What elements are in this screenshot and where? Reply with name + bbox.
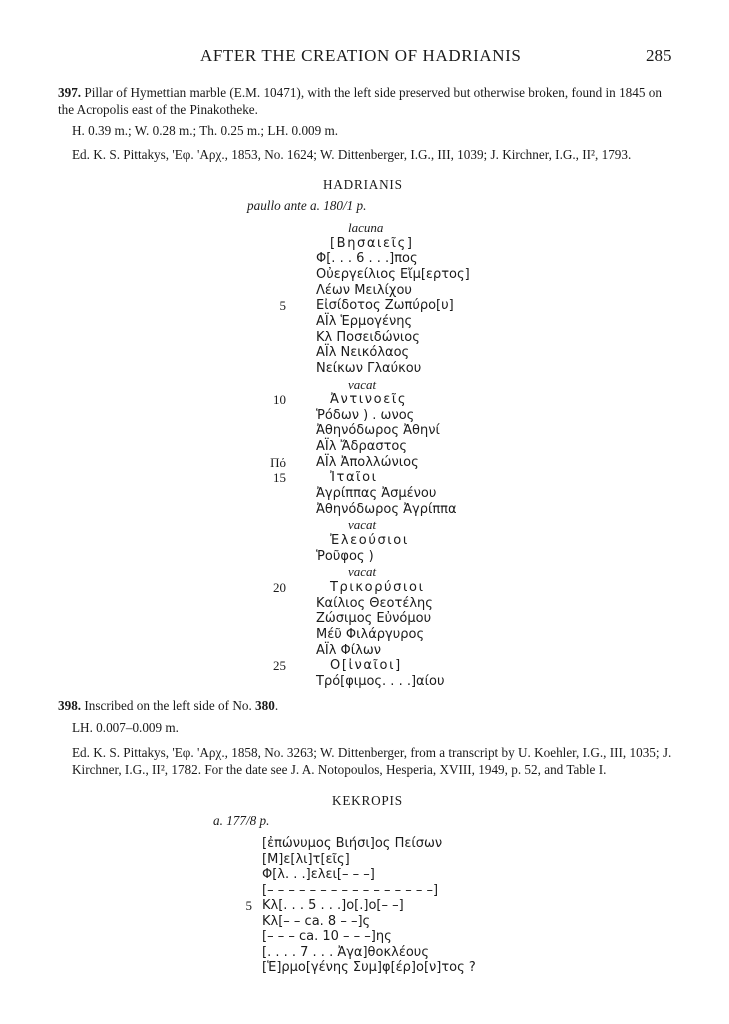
line-number: 5 <box>279 298 286 314</box>
line-number: 5 <box>245 898 252 913</box>
inscription-line: Ἰταῖοι <box>330 470 378 486</box>
entry-398-description-ref: 380 <box>255 698 275 713</box>
inscription-line: Ἀγρίππας Ἀσμένου <box>316 486 437 502</box>
inscription-line: vacat <box>348 517 377 533</box>
entry-398-description <box>58 697 680 714</box>
inscription-line: [. . . . 7 . . . Ἀγα]θοκλέους <box>262 944 429 960</box>
inscription-line: Μέῦ Φιλάργυρος <box>316 626 425 642</box>
inscription-line: Ἀθηνόδωρος Ἀθηνί <box>316 423 440 439</box>
inscription-line: lacuna <box>348 220 384 235</box>
inscription-line: vacat <box>348 376 377 392</box>
inscription-line: Ο[ἰναῖοι] <box>330 658 402 674</box>
inscription-line: Κλ Ποσειδώνιος <box>316 329 420 345</box>
entry-398-dimensions: LH. 0.007–0.009 m. <box>72 720 179 735</box>
inscription-line: [– – – ca. 10 – – –]ης <box>262 929 392 944</box>
line-number: 15 <box>273 470 286 486</box>
inscription-line: Ἐλεούσιοι <box>330 533 409 548</box>
line-number: 10 <box>273 392 286 408</box>
running-head-title: AFTER THE CREATION OF HADRIANIS <box>200 46 522 65</box>
inscription-line: [Ἑ]ρμο[γένης Συμ]φ[έρ]ο[ν]τος ? <box>262 960 476 975</box>
inscription-line: Λέων Μειλίχου <box>316 282 412 298</box>
inscription-line: ΑΪλ Ἑρμογένης <box>316 313 413 329</box>
inscription-line: Ῥόδων ) . ωνος <box>316 407 415 423</box>
entry-397-date: paullo ante a. 180/1 p. <box>247 198 367 213</box>
inscription-line: Εἰσίδοτος Ζωπύρο[υ] <box>316 298 454 314</box>
inscription-line: Κλ[– – ca. 8 – –]ς <box>262 913 371 929</box>
inscription-line: Νείκων Γλαύκου <box>316 360 422 376</box>
entry-397-description <box>58 84 680 118</box>
entry-397-editions: Ed. K. S. Pittakys, 'Εφ. 'Αρχ., 1853, No. 1624; W. Dittenberger, I.G., III, 1039; J. Kirchner, I.G., II², 1793. <box>72 147 632 162</box>
line-number: 25 <box>273 658 286 674</box>
entry-397-heading: HADRIANIS <box>323 177 403 192</box>
line-number: Πό <box>270 454 286 470</box>
running-head <box>0 46 729 70</box>
inscription-line: Ῥοῦφος ) <box>316 548 374 564</box>
entry-398-heading: KEKROPIS <box>332 793 403 808</box>
entry-397-dimensions: H. 0.39 m.; W. 0.28 m.; Th. 0.25 m.; LH. 0.009 m. <box>72 123 339 138</box>
entry-398-editions: Ed. K. S. Pittakys, 'Εφ. 'Αρχ., 1858, No. 3263; W. Dittenberger, from a transcript by U. Koehler, I.G., III, 1035; J. Kirchner, I.G., II², 1782. For the date see J. A. Notopoulos, Hesperia, XVIII, 1949, p. 52, and Table I. <box>72 745 672 777</box>
entry-398-number: 398. <box>58 698 82 713</box>
entry-398-description-suffix: . <box>274 698 279 713</box>
inscription-line: Κλ[. . . 5 . . .]ο[.]ο[– –] <box>262 898 404 913</box>
inscription-line: ΑΪλ Φίλων <box>316 642 382 658</box>
entry-398-date: a. 177/8 p. <box>213 813 270 828</box>
inscription-line: Φ[. . . 6 . . .]πος <box>316 251 418 267</box>
line-number: 20 <box>273 579 286 595</box>
inscription-line: [Μ]ε[λι]τ[εῖς] <box>262 851 350 867</box>
entry-397-description-text: Pillar of Hymettian marble (E.M. 10471), with the left side preserved but otherwise broken, found in 1845 on the Acropolis east of the Pinakotheke. <box>58 85 662 117</box>
entry-397-number: 397. <box>58 85 82 100</box>
page-number: 285 <box>646 46 672 65</box>
inscription-line: Τρικορύσιοι <box>330 579 425 595</box>
inscription-line: Ἀθηνόδωρος Ἀγρίππα <box>316 501 457 517</box>
inscription-line: Οὐεργείλιος Εἴμ[ερτος] <box>316 266 470 282</box>
inscription-line: Ζώσιμος Εὐνόμου <box>316 611 432 627</box>
inscription-line: Καίλιος Θεοτέλης <box>316 595 433 611</box>
inscription-line: [– – – – – – – – – – – – – – – –] <box>262 882 439 898</box>
entry-398-description-prefix: Inscribed on the left side of No. <box>84 698 256 713</box>
inscription-line: Φ[λ. . .]ελει[– – –] <box>262 867 375 882</box>
inscription-line: Τρό[φιμος. . . .]αίου <box>316 673 445 689</box>
inscription-line: Ἀντινοεῖς <box>330 392 408 408</box>
inscription-line: [Βησαιεῖς] <box>330 235 414 251</box>
inscription-line: ΑΪλ Νεικόλαος <box>316 345 410 361</box>
inscription-line: ΑΪλ Ἀπολλώνιος <box>316 454 419 470</box>
inscription-line: ΑΪλ Ἄδραστος <box>316 439 407 455</box>
inscription-line: vacat <box>348 564 377 580</box>
inscription-line: [ἐπώνυμος Βιήσι]ος Πείσων <box>262 836 443 851</box>
